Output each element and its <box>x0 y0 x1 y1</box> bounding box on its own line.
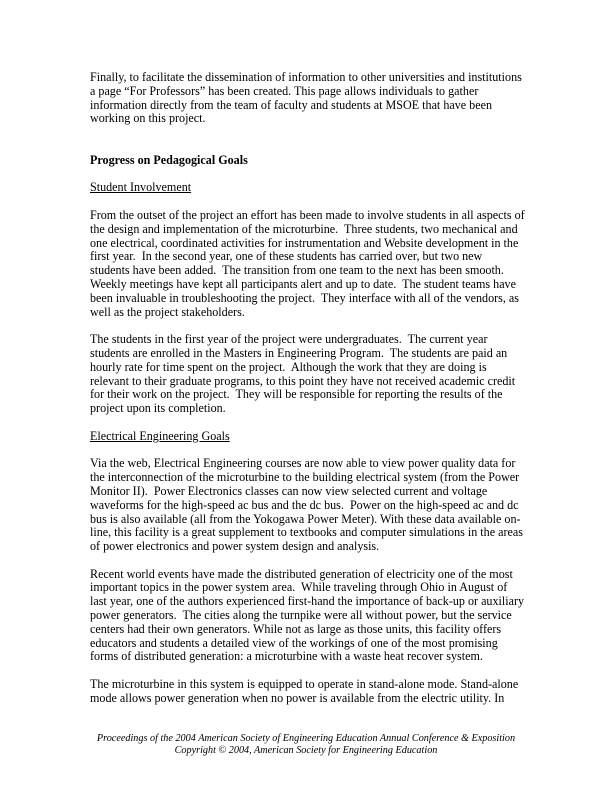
text-line: for their work on the project. They will be responsible for reporting the results of the <box>90 387 503 402</box>
text-line: the interconnection of the microturbine to the building electrical system (from the Power <box>90 470 520 485</box>
text-line: of power electronics and power system design and analysis. <box>90 539 380 554</box>
subsection-heading-student-involvement <box>90 181 522 195</box>
section-heading-pedagogical-goals: Progress on Pedagogical Goals <box>90 152 248 167</box>
underlined-heading-text: Electrical Engineering Goals <box>90 428 230 443</box>
subsection-heading-electrical-engineering-goals <box>90 430 522 444</box>
text-line: centers had their own generators. While not as large as those units, this facility offers <box>90 621 502 636</box>
text-line: waveforms for the high-speed ac bus and the dc bus. Power on the high-speed ac and dc <box>90 497 519 512</box>
text-line: The microturbine in this system is equipped to operate in stand-alone mode. Stand-alone <box>90 677 519 692</box>
text-line: information directly from the team of faculty and students at MSOE that have been <box>90 97 492 112</box>
page-footer <box>0 733 612 758</box>
text-line: Weekly meetings have kept all participants alert and up to date. The student teams have <box>90 276 516 291</box>
footer-proceedings-line: Proceedings of the 2004 American Society of Engineering Education Annual Conference & Exposition <box>96 733 516 744</box>
text-line: hourly rate for time spent on the project. Although the work that they are doing is <box>90 359 487 374</box>
text-line: students have been added. The transition from one team to the next has been smooth. <box>90 263 504 278</box>
text-line: forms of distributed generation: a microturbine with a waste heat recover system. <box>90 649 483 664</box>
text-line: students are enrolled in the Masters in Engineering Program. The students are paid an <box>90 345 508 360</box>
paragraph-distributed-generation <box>90 566 525 665</box>
paragraph-stand-alone-mode <box>90 678 522 706</box>
text-line: mode allows power generation when no power is available from the electric utility. In <box>90 690 505 705</box>
text-line: line, this facility is a great supplement to textbooks and computer simulations in the areas <box>90 525 523 540</box>
text-line: important topics in the power system area. While traveling through Ohio in August of <box>90 580 508 595</box>
text-line: Monitor II). Power Electronics classes can now view selected current and voltage <box>90 483 488 498</box>
text-line: well as the project stakeholders. <box>90 304 245 319</box>
text-line: From the outset of the project an effort has been made to involve students in all aspects of <box>90 207 525 222</box>
text-line: bus is also available (all from the Yokogawa Power Meter). With these data available on- <box>90 511 521 526</box>
text-line: educators and students a detailed view of the workings of one of the most promising <box>90 635 498 650</box>
text-line: first year. In the second year, one of these students has carried over, but two new <box>90 249 483 264</box>
underlined-heading-text: Student Involvement <box>90 180 192 195</box>
text-line: The students in the first year of the project were undergraduates. The current year <box>90 332 488 347</box>
page-body <box>90 70 525 719</box>
text-line: power generators. The cities along the turnpike were all without power, but the service <box>90 608 512 623</box>
text-line: relevant to their graduate programs, to this point they have not received academic credit <box>90 373 516 388</box>
paragraph-student-involvement <box>90 207 525 319</box>
text-line: the design and implementation of the microturbine. Three students, two mechanical and <box>90 221 518 236</box>
text-line: Recent world events have made the distributed generation of electricity one of the most <box>90 566 513 581</box>
text-line: last year, one of the authors experienced first-hand the importance of back-up or auxiliary <box>90 594 525 609</box>
paragraph-web-power-data <box>90 457 522 554</box>
paragraph-dissemination <box>90 71 522 126</box>
paragraph-graduate-students <box>90 333 522 416</box>
text-line: Finally, to facilitate the dissemination of information to other universities and institutions <box>90 70 522 84</box>
footer-copyright-line: Copyright © 2004, American Society for Engineering Education <box>174 745 438 757</box>
text-line: one electrical, coordinated activities for instrumentation and Website development in the <box>90 235 519 250</box>
text-line: project upon its completion. <box>90 401 226 416</box>
text-line: a page “For Professors” has been created. This page allows individuals to gather <box>90 83 479 98</box>
text-line: working on this project. <box>90 111 206 126</box>
text-line: Via the web, Electrical Engineering courses are now able to view power quality data for <box>90 456 516 471</box>
text-line: been invaluable in troubleshooting the project. They interface with all of the vendors, as <box>90 290 519 305</box>
